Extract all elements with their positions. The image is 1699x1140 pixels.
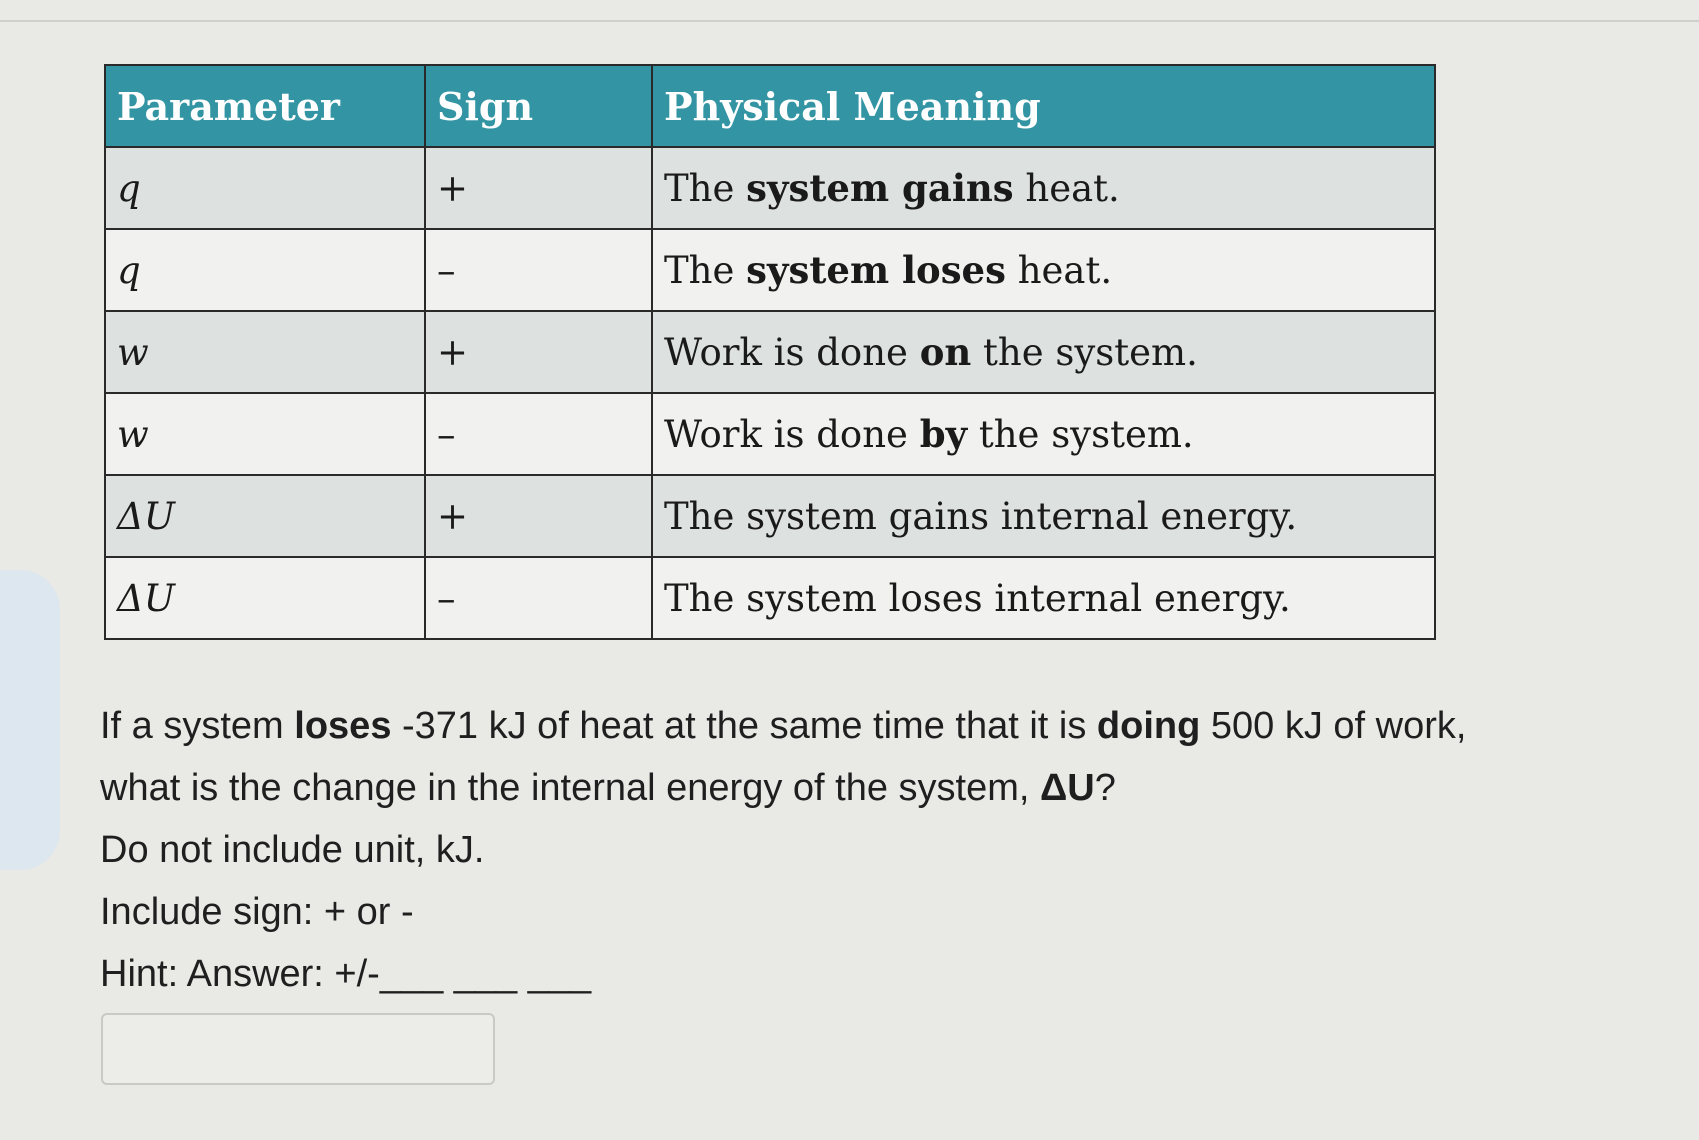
meaning-text: The system loses internal energy. [664, 577, 1291, 620]
meaning-text: Work is done [664, 413, 920, 456]
meaning-cell [652, 147, 1435, 229]
meaning-cell [652, 311, 1435, 393]
meaning-text: The [664, 167, 747, 210]
meaning-cell [652, 393, 1435, 475]
sign-cell: + [425, 475, 652, 557]
meaning-emphasis: system gains [746, 166, 1014, 210]
question-text-part: what is the change in the internal energy of the system, [100, 767, 1040, 809]
meaning-text: heat. [1013, 167, 1120, 210]
table-row [105, 229, 1435, 311]
meaning-text: Work is done [664, 331, 920, 374]
question-emphasis: loses [294, 705, 392, 747]
answer-input[interactable] [101, 1013, 495, 1085]
question-text [100, 695, 1620, 1005]
parameter-cell: w [105, 311, 425, 393]
question-text-part: 500 kJ of work, [1200, 705, 1467, 747]
table-row [105, 475, 1435, 557]
question-text-part: If a system [100, 705, 295, 747]
sign-convention-table [104, 64, 1436, 640]
header-sign: Sign [425, 65, 652, 147]
sign-cell: – [425, 229, 652, 311]
question-text-part: ? [1094, 767, 1116, 809]
table-header-row [105, 65, 1435, 147]
sign-cell: – [425, 557, 652, 639]
screen-glare [0, 570, 60, 870]
parameter-cell: w [105, 393, 425, 475]
top-divider [0, 20, 1699, 22]
meaning-text: The system gains internal energy. [664, 495, 1298, 538]
parameter-cell: ΔU [105, 557, 425, 639]
question-line [100, 757, 1620, 819]
sign-cell: + [425, 147, 652, 229]
meaning-text: The [664, 249, 747, 292]
meaning-text: the system. [967, 413, 1194, 456]
sign-cell: – [425, 393, 652, 475]
answer-hint: Hint: Answer: +/-___ ___ ___ [100, 953, 592, 995]
parameter-cell: q [105, 147, 425, 229]
question-emphasis: doing [1096, 705, 1201, 747]
table-row [105, 311, 1435, 393]
meaning-text: heat. [1005, 249, 1113, 292]
table-row [105, 557, 1435, 639]
meaning-cell [652, 229, 1435, 311]
meaning-text: the system. [971, 331, 1198, 374]
table-row [105, 147, 1435, 229]
question-emphasis: ΔU [1039, 767, 1095, 809]
unit-instruction: Do not include unit, kJ. [100, 829, 485, 871]
header-parameter: Parameter [105, 65, 425, 147]
meaning-emphasis: on [919, 330, 972, 374]
meaning-emphasis: system loses [746, 248, 1006, 292]
meaning-cell [652, 557, 1435, 639]
meaning-emphasis: by [919, 412, 968, 456]
sign-cell: + [425, 311, 652, 393]
question-line [100, 695, 1620, 757]
sign-instruction: Include sign: + or - [100, 891, 414, 933]
question-text-part: -371 kJ of heat at the same time that it is [391, 705, 1097, 747]
header-physical-meaning: Physical Meaning [652, 65, 1435, 147]
table-row [105, 393, 1435, 475]
parameter-cell: ΔU [105, 475, 425, 557]
parameter-cell: q [105, 229, 425, 311]
meaning-cell [652, 475, 1435, 557]
